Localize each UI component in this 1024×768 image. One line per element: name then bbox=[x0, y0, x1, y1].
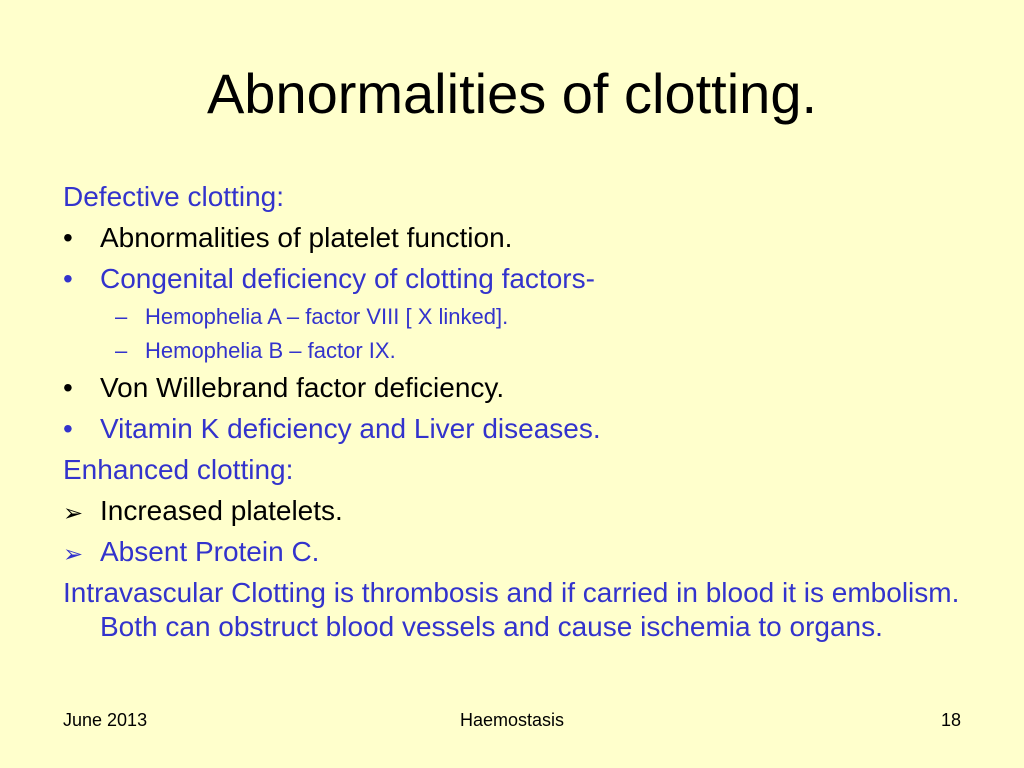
dash-icon: – bbox=[115, 338, 128, 363]
slide-body bbox=[63, 180, 973, 651]
bullet-text: Congenital deficiency of clotting factors- bbox=[100, 263, 595, 294]
sub-item-text: Hemophelia A – factor VIII [ X linked]. bbox=[145, 304, 509, 329]
bullet-text: Vitamin K deficiency and Liver diseases. bbox=[100, 413, 601, 444]
arrow-bullet-icon: ➢ bbox=[63, 540, 84, 568]
slide-title: Abnormalities of clotting. bbox=[206, 62, 818, 125]
bullet-item-platelet-function bbox=[63, 221, 973, 255]
bullet-icon: • bbox=[63, 413, 73, 444]
arrow-item-increased-platelets bbox=[63, 494, 973, 528]
bullet-item-congenital-deficiency bbox=[63, 262, 973, 296]
arrow-item-absent-protein-c bbox=[63, 535, 973, 569]
footer-topic: Haemostasis bbox=[459, 710, 565, 730]
footer-date: June 2013 bbox=[63, 710, 148, 730]
footer-page-number: 18 bbox=[940, 710, 961, 730]
enhanced-clotting-heading: Enhanced clotting: bbox=[63, 454, 294, 485]
arrow-item-text: Increased platelets. bbox=[100, 495, 343, 526]
sub-item-text: Hemophelia B – factor IX. bbox=[145, 338, 396, 363]
sub-item-hemophilia-b bbox=[63, 337, 973, 365]
arrow-item-text: Absent Protein C. bbox=[100, 536, 320, 567]
bullet-text: Abnormalities of platelet function. bbox=[100, 222, 513, 253]
bullet-icon: • bbox=[63, 263, 73, 294]
sub-item-hemophilia-a bbox=[63, 303, 973, 331]
bullet-icon: • bbox=[63, 372, 73, 403]
bullet-text: Von Willebrand factor deficiency. bbox=[100, 372, 505, 403]
intravascular-clotting-paragraph: Intravascular Clotting is thrombosis and if carried in blood it is embolism. Both can obstruct blood vessels and cause ischemia to organs. bbox=[63, 577, 960, 642]
arrow-bullet-icon: ➢ bbox=[63, 499, 84, 527]
defective-clotting-heading: Defective clotting: bbox=[63, 181, 284, 212]
dash-icon: – bbox=[115, 304, 128, 329]
bullet-icon: • bbox=[63, 222, 73, 253]
bullet-item-vitamin-k bbox=[63, 412, 973, 446]
bullet-item-von-willebrand bbox=[63, 371, 973, 405]
